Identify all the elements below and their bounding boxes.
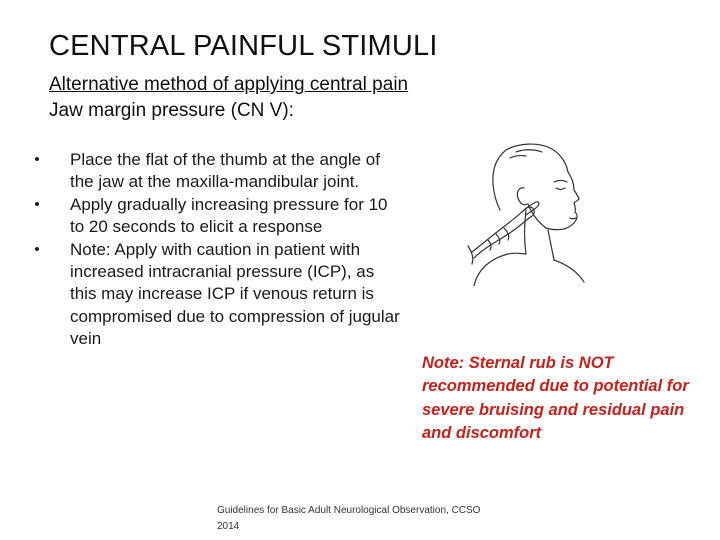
- footer-citation: Guidelines for Basic Adult Neurological Observation, CCSO 2014: [217, 505, 481, 532]
- bullet-text: Note: Apply with caution in patient with increased intracranial pressure (ICP), as this may increase ICP if venous return is compromised due to compression of jugular vein: [70, 239, 400, 349]
- jaw-pressure-illustration: [466, 140, 586, 286]
- subtitle-link[interactable]: Alternative method of applying central pain: [49, 74, 409, 95]
- bullet-text: Place the flat of the thumb at the angle of the jaw at the maxilla-mandibular joint.: [70, 150, 380, 192]
- bullet-icon: •: [34, 151, 40, 168]
- bullet-icon: •: [34, 240, 40, 258]
- bullet-icon: •: [34, 195, 40, 213]
- bullet-item: [30, 194, 402, 239]
- subtitle-method: Jaw margin pressure (CN V):: [49, 100, 294, 121]
- bullet-text: Apply gradually increasing pressure for 10 to 20 seconds to elicit a response: [70, 194, 388, 237]
- slide-title: CENTRAL PAINFUL STIMULI: [49, 30, 438, 62]
- bullet-item: [30, 239, 402, 351]
- sternal-rub-note: Note: Sternal rub is NOT recommended due to potential for severe bruising and residual pain and discomfort: [422, 354, 689, 442]
- bullet-list: [30, 149, 402, 351]
- bullet-item: [30, 149, 402, 194]
